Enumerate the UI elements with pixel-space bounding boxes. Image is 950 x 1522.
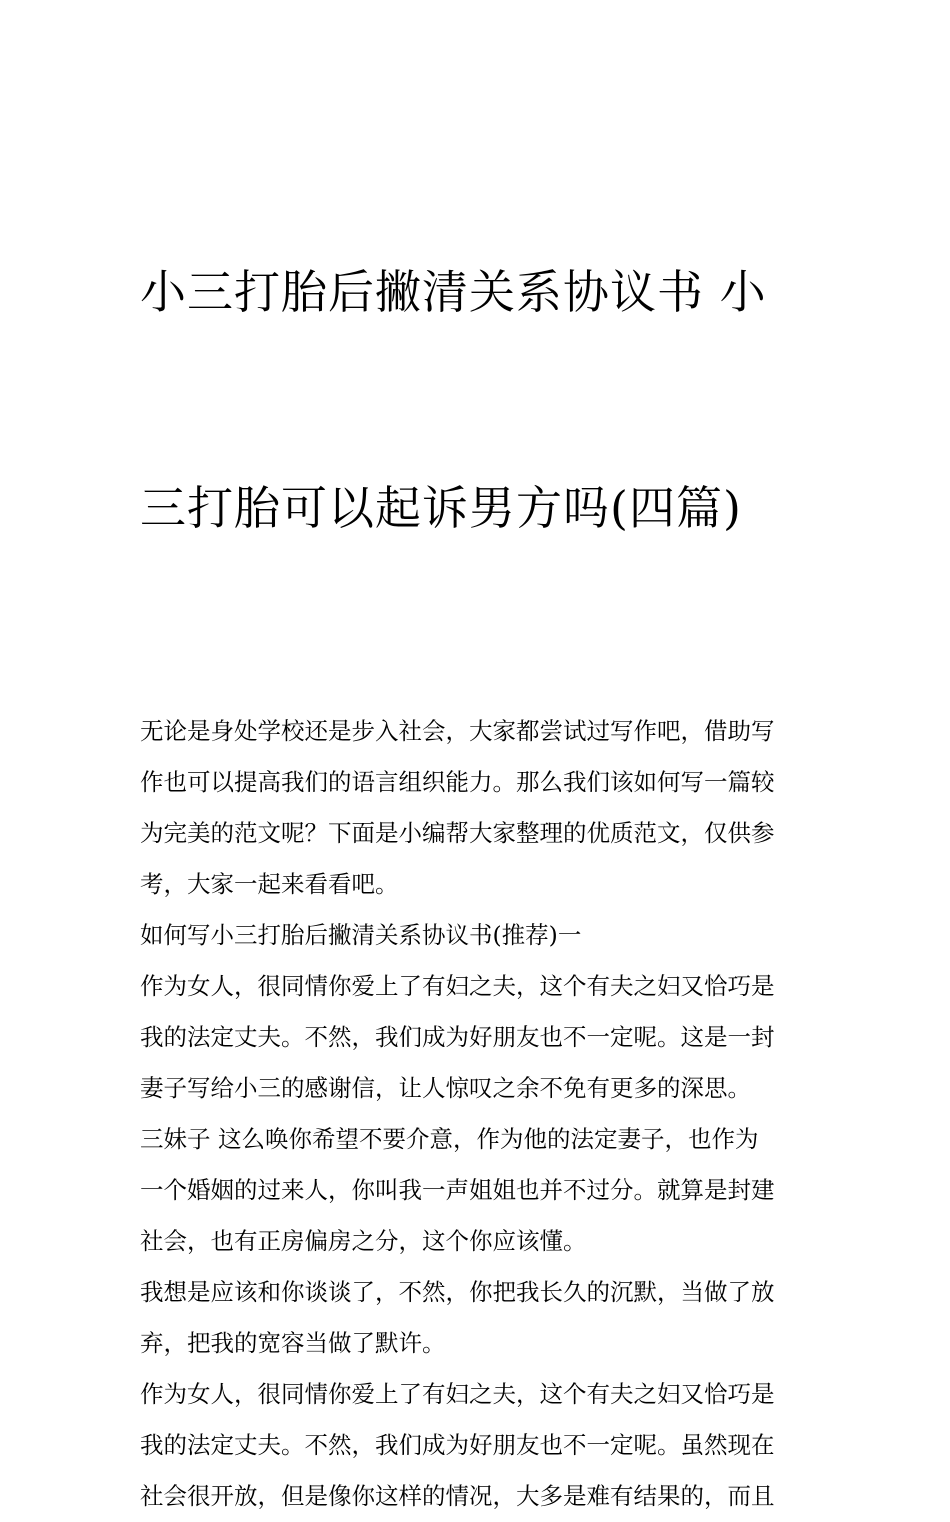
text-line: 考，大家一起来看看吧。 xyxy=(140,870,399,898)
text-line: 三妹子 这么唤你希望不要介意，作为他的法定妻子，也作为 xyxy=(140,1125,759,1153)
text-line: 我想是应该和你谈谈了，不然，你把我长久的沉默，当做了放 xyxy=(140,1278,775,1306)
text-line: 妻子写给小三的感谢信，让人惊叹之余不免有更多的深思。 xyxy=(140,1074,751,1102)
text-line: 作也可以提高我们的语言组织能力。那么我们该如何写一篇较 xyxy=(140,768,775,796)
body-paragraph xyxy=(140,1114,812,1267)
text-line: 无论是身处学校还是步入社会，大家都尝试过写作吧，借助写 xyxy=(140,717,775,745)
body-paragraph xyxy=(140,961,812,1114)
body-paragraph xyxy=(140,1267,812,1369)
text-line: 作为女人，很同情你爱上了有妇之夫，这个有夫之妇又恰巧是 xyxy=(140,972,775,1000)
text-line: 如何写小三打胎后撇清关系协议书(推荐)一 xyxy=(140,921,582,949)
text-line: 我的法定丈夫。不然，我们成为好朋友也不一定呢。这是一封 xyxy=(140,1023,775,1051)
text-line: 我的法定丈夫。不然，我们成为好朋友也不一定呢。虽然现在 xyxy=(140,1431,775,1459)
title-line: 三打胎可以起诉男方吗(四篇) xyxy=(140,481,742,535)
intro-paragraph xyxy=(140,706,812,910)
text-line: 为完美的范文呢？下面是小编帮大家整理的优质范文，仅供参 xyxy=(140,819,775,847)
text-line: 社会，也有正房偏房之分，这个你应该懂。 xyxy=(140,1227,587,1255)
title-line: 小三打胎后撇清关系协议书 小 xyxy=(140,265,767,319)
body-paragraph xyxy=(140,1369,812,1522)
text-line: 社会很开放，但是像你这样的情况，大多是难有结果的，而且 xyxy=(140,1482,775,1510)
document-body xyxy=(140,706,812,1522)
document-page xyxy=(140,112,812,1522)
section-heading xyxy=(140,910,812,961)
text-line: 弃，把我的宽容当做了默许。 xyxy=(140,1329,446,1357)
text-line: 一个婚姻的过来人，你叫我一声姐姐也并不过分。就算是封建 xyxy=(140,1176,775,1204)
document-title xyxy=(140,112,812,688)
text-line: 作为女人，很同情你爱上了有妇之夫，这个有夫之妇又恰巧是 xyxy=(140,1380,775,1408)
